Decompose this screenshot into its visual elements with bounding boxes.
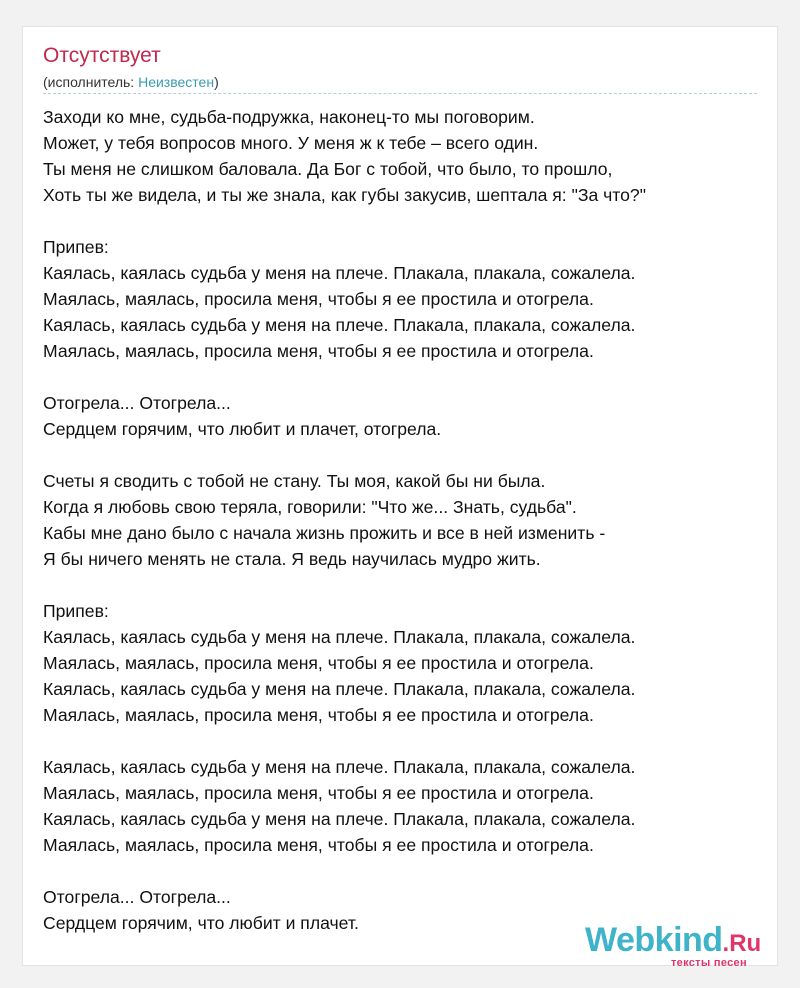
lyric-line: Счеты я сводить с тобой не стану. Ты моя, какой бы ни была. [43, 471, 546, 491]
lyric-line: Маялась, маялась, просила меня, чтобы я ее простила и отогрела. [43, 835, 594, 855]
artist-prefix: (исполнитель: [43, 74, 139, 90]
logo-tld: .Ru [722, 930, 762, 957]
lyric-line: Припев: [43, 237, 109, 257]
lyric-line: Каялась, каялась судьба у меня на плече. Плакала, плакала, сожалела. [43, 263, 636, 283]
stanza [43, 234, 763, 364]
lyric-line: Отогрела... Отогрела... [43, 887, 231, 907]
lyric-line: Сердцем горячим, что любит и плачет. [43, 913, 359, 933]
lyric-line: Отогрела... Отогрела... [43, 393, 231, 413]
lyrics-card [22, 26, 778, 969]
artist-suffix: ) [214, 74, 219, 90]
webkind-logo [585, 921, 785, 967]
lyric-line: Каялась, каялась судьба у меня на плече. Плакала, плакала, сожалела. [43, 627, 636, 647]
lyric-line: Ты меня не слишком баловала. Да Бог с тобой, что было, то прошло, [43, 159, 613, 179]
stanza [43, 104, 763, 208]
song-title: Отсутствует [43, 44, 161, 67]
lyric-line: Сердцем горячим, что любит и плачет, отогрела. [43, 419, 442, 439]
stanza [43, 390, 763, 442]
logo-word: Webkind [585, 921, 723, 959]
lyric-line: Маялась, маялась, просила меня, чтобы я ее простила и отогрела. [43, 653, 594, 673]
lyric-line: Кабы мне дано было с начала жизнь прожить и все в ней изменить - [43, 523, 606, 543]
stanza [43, 468, 763, 572]
lyric-line: Заходи ко мне, судьба-подружка, наконец-то мы поговорим. [43, 107, 535, 127]
lyrics-body [43, 104, 763, 962]
stanza [43, 754, 763, 858]
lyric-line: Я бы ничего менять не стала. Я ведь научилась мудро жить. [43, 549, 541, 569]
lyric-line: Припев: [43, 601, 109, 621]
lyric-line: Когда я любовь свою теряла, говорили: "Что же... Знать, судьба". [43, 497, 577, 517]
stanza [43, 598, 763, 728]
lyric-line: Каялась, каялась судьба у меня на плече. Плакала, плакала, сожалела. [43, 315, 636, 335]
lyric-line: Каялась, каялась судьба у меня на плече. Плакала, плакала, сожалела. [43, 757, 636, 777]
lyric-line: Маялась, маялась, просила меня, чтобы я ее простила и отогрела. [43, 289, 594, 309]
lyric-line: Маялась, маялась, просила меня, чтобы я ее простила и отогрела. [43, 341, 594, 361]
artist-line [43, 73, 219, 91]
logo-tagline: тексты песен [671, 957, 747, 969]
lyric-line: Может, у тебя вопросов много. У меня ж к тебе – всего один. [43, 133, 539, 153]
lyric-line: Каялась, каялась судьба у меня на плече. Плакала, плакала, сожалела. [43, 679, 636, 699]
lyric-line: Маялась, маялась, просила меня, чтобы я ее простила и отогрела. [43, 783, 594, 803]
lyric-line: Маялась, маялась, просила меня, чтобы я ее простила и отогрела. [43, 705, 594, 725]
lyric-line: Хоть ты же видела, и ты же знала, как губы закусив, шептала я: "За что?" [43, 185, 646, 205]
header-divider [43, 93, 757, 94]
artist-link[interactable]: Неизвестен [138, 74, 215, 90]
lyric-line: Каялась, каялась судьба у меня на плече. Плакала, плакала, сожалела. [43, 809, 636, 829]
